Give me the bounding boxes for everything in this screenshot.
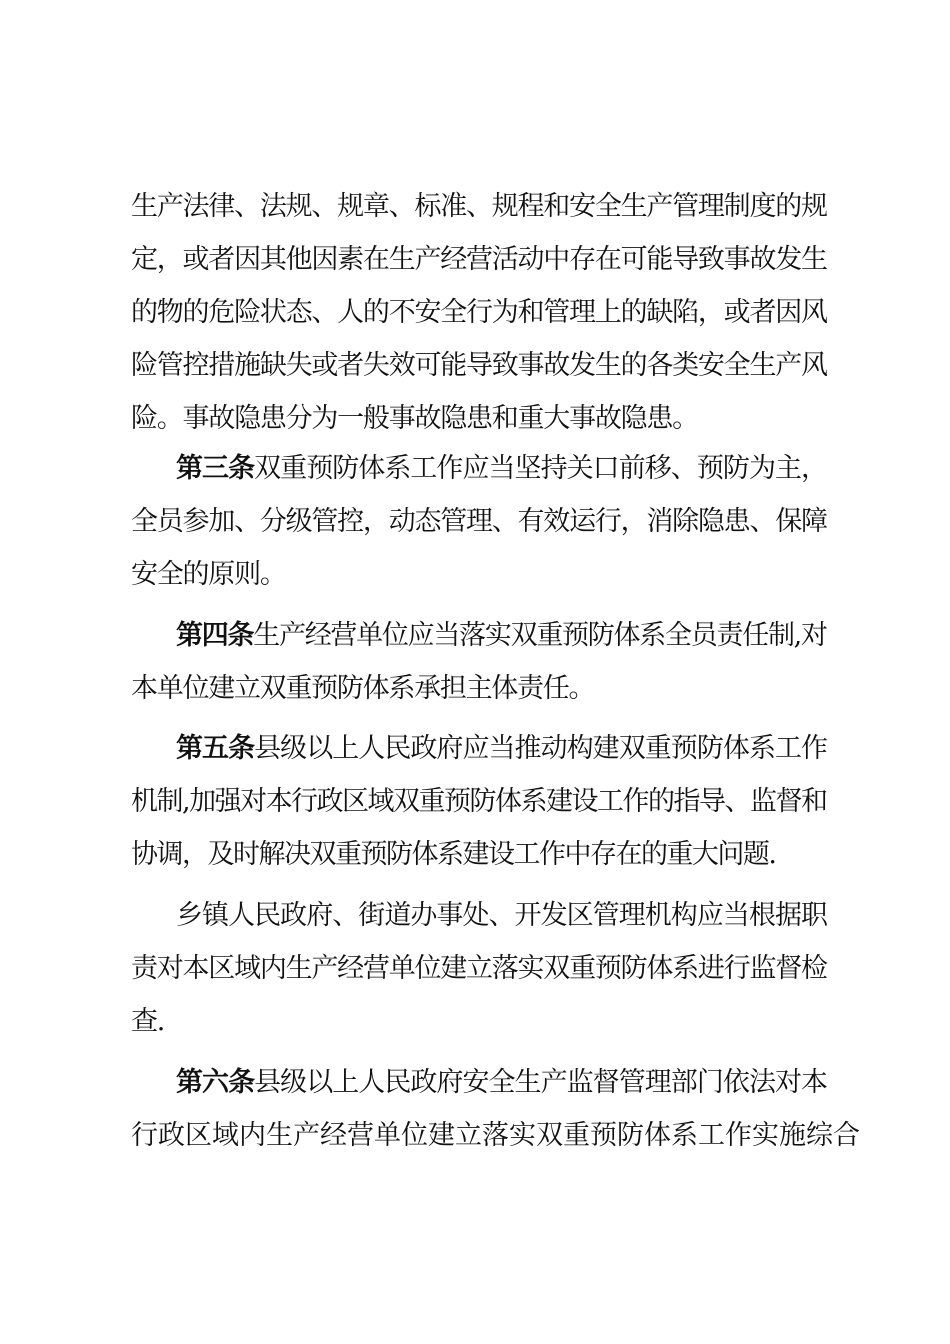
text-line [176, 889, 827, 942]
line-text: 行政区域内生产经营单位建立落实双重预防体系工作实施综合 [131, 1120, 860, 1151]
line-text: 全员参加、分级管控，动态管理、有效运行，消除隐患、保障 [131, 506, 827, 537]
line-text: 协调，及时解决双重预防体系建设工作中存在的重大问题. [131, 839, 776, 870]
line-text: 生产经营单位应当落实双重预防体系全员责任制,对 [253, 620, 827, 651]
text-line [176, 609, 827, 662]
text-line [131, 286, 827, 339]
article-number: 第五条 [176, 733, 255, 764]
text-line [131, 828, 776, 881]
line-text: 乡镇人民政府、街道办事处、开发区管理机构应当根据职 [176, 900, 828, 931]
text-line [131, 495, 827, 548]
text-line [131, 775, 827, 828]
text-line [131, 995, 164, 1048]
line-text: 责对本区域内生产经营单位建立落实双重预防体系进行监督检 [131, 953, 827, 984]
article-number: 第六条 [176, 1067, 255, 1098]
text-line [131, 180, 827, 233]
text-line [131, 392, 698, 445]
line-text: 定，或者因其他因素在生产经营活动中存在可能导致事故发生 [131, 244, 827, 275]
line-text: 生产法律、法规、规章、标准、规程和安全生产管理制度的规 [131, 191, 827, 222]
line-text: 安全的原则。 [131, 559, 286, 590]
article-number: 第四条 [176, 620, 254, 651]
line-text: 的物的危险状态、人的不安全行为和管理上的缺陷，或者因风 [131, 297, 827, 328]
text-line [131, 548, 286, 601]
text-line [131, 339, 827, 392]
article-number: 第三条 [176, 453, 255, 484]
line-text: 查. [131, 1006, 165, 1037]
line-text: 险。事故隐患分为一般事故隐患和重大事故隐患。 [131, 403, 698, 434]
text-line [176, 722, 827, 775]
text-line [131, 1109, 860, 1162]
line-text: 双重预防体系工作应当坚持关口前移、预防为主， [254, 453, 828, 484]
text-line [176, 442, 827, 495]
line-text: 机制,加强对本行政区域双重预防体系建设工作的指导、监督和 [131, 786, 827, 817]
text-line [131, 942, 827, 995]
text-line [131, 662, 594, 715]
text-line [176, 1056, 827, 1109]
line-text: 险管控措施缺失或者失效可能导致事故发生的各类安全生产风 [131, 350, 827, 381]
line-text: 县级以上人民政府应当推动构建双重预防体系工作 [254, 733, 828, 764]
line-text: 县级以上人民政府安全生产监督管理部门依法对本 [254, 1067, 828, 1098]
text-line [131, 233, 827, 286]
line-text: 本单位建立双重预防体系承担主体责任。 [131, 673, 595, 704]
